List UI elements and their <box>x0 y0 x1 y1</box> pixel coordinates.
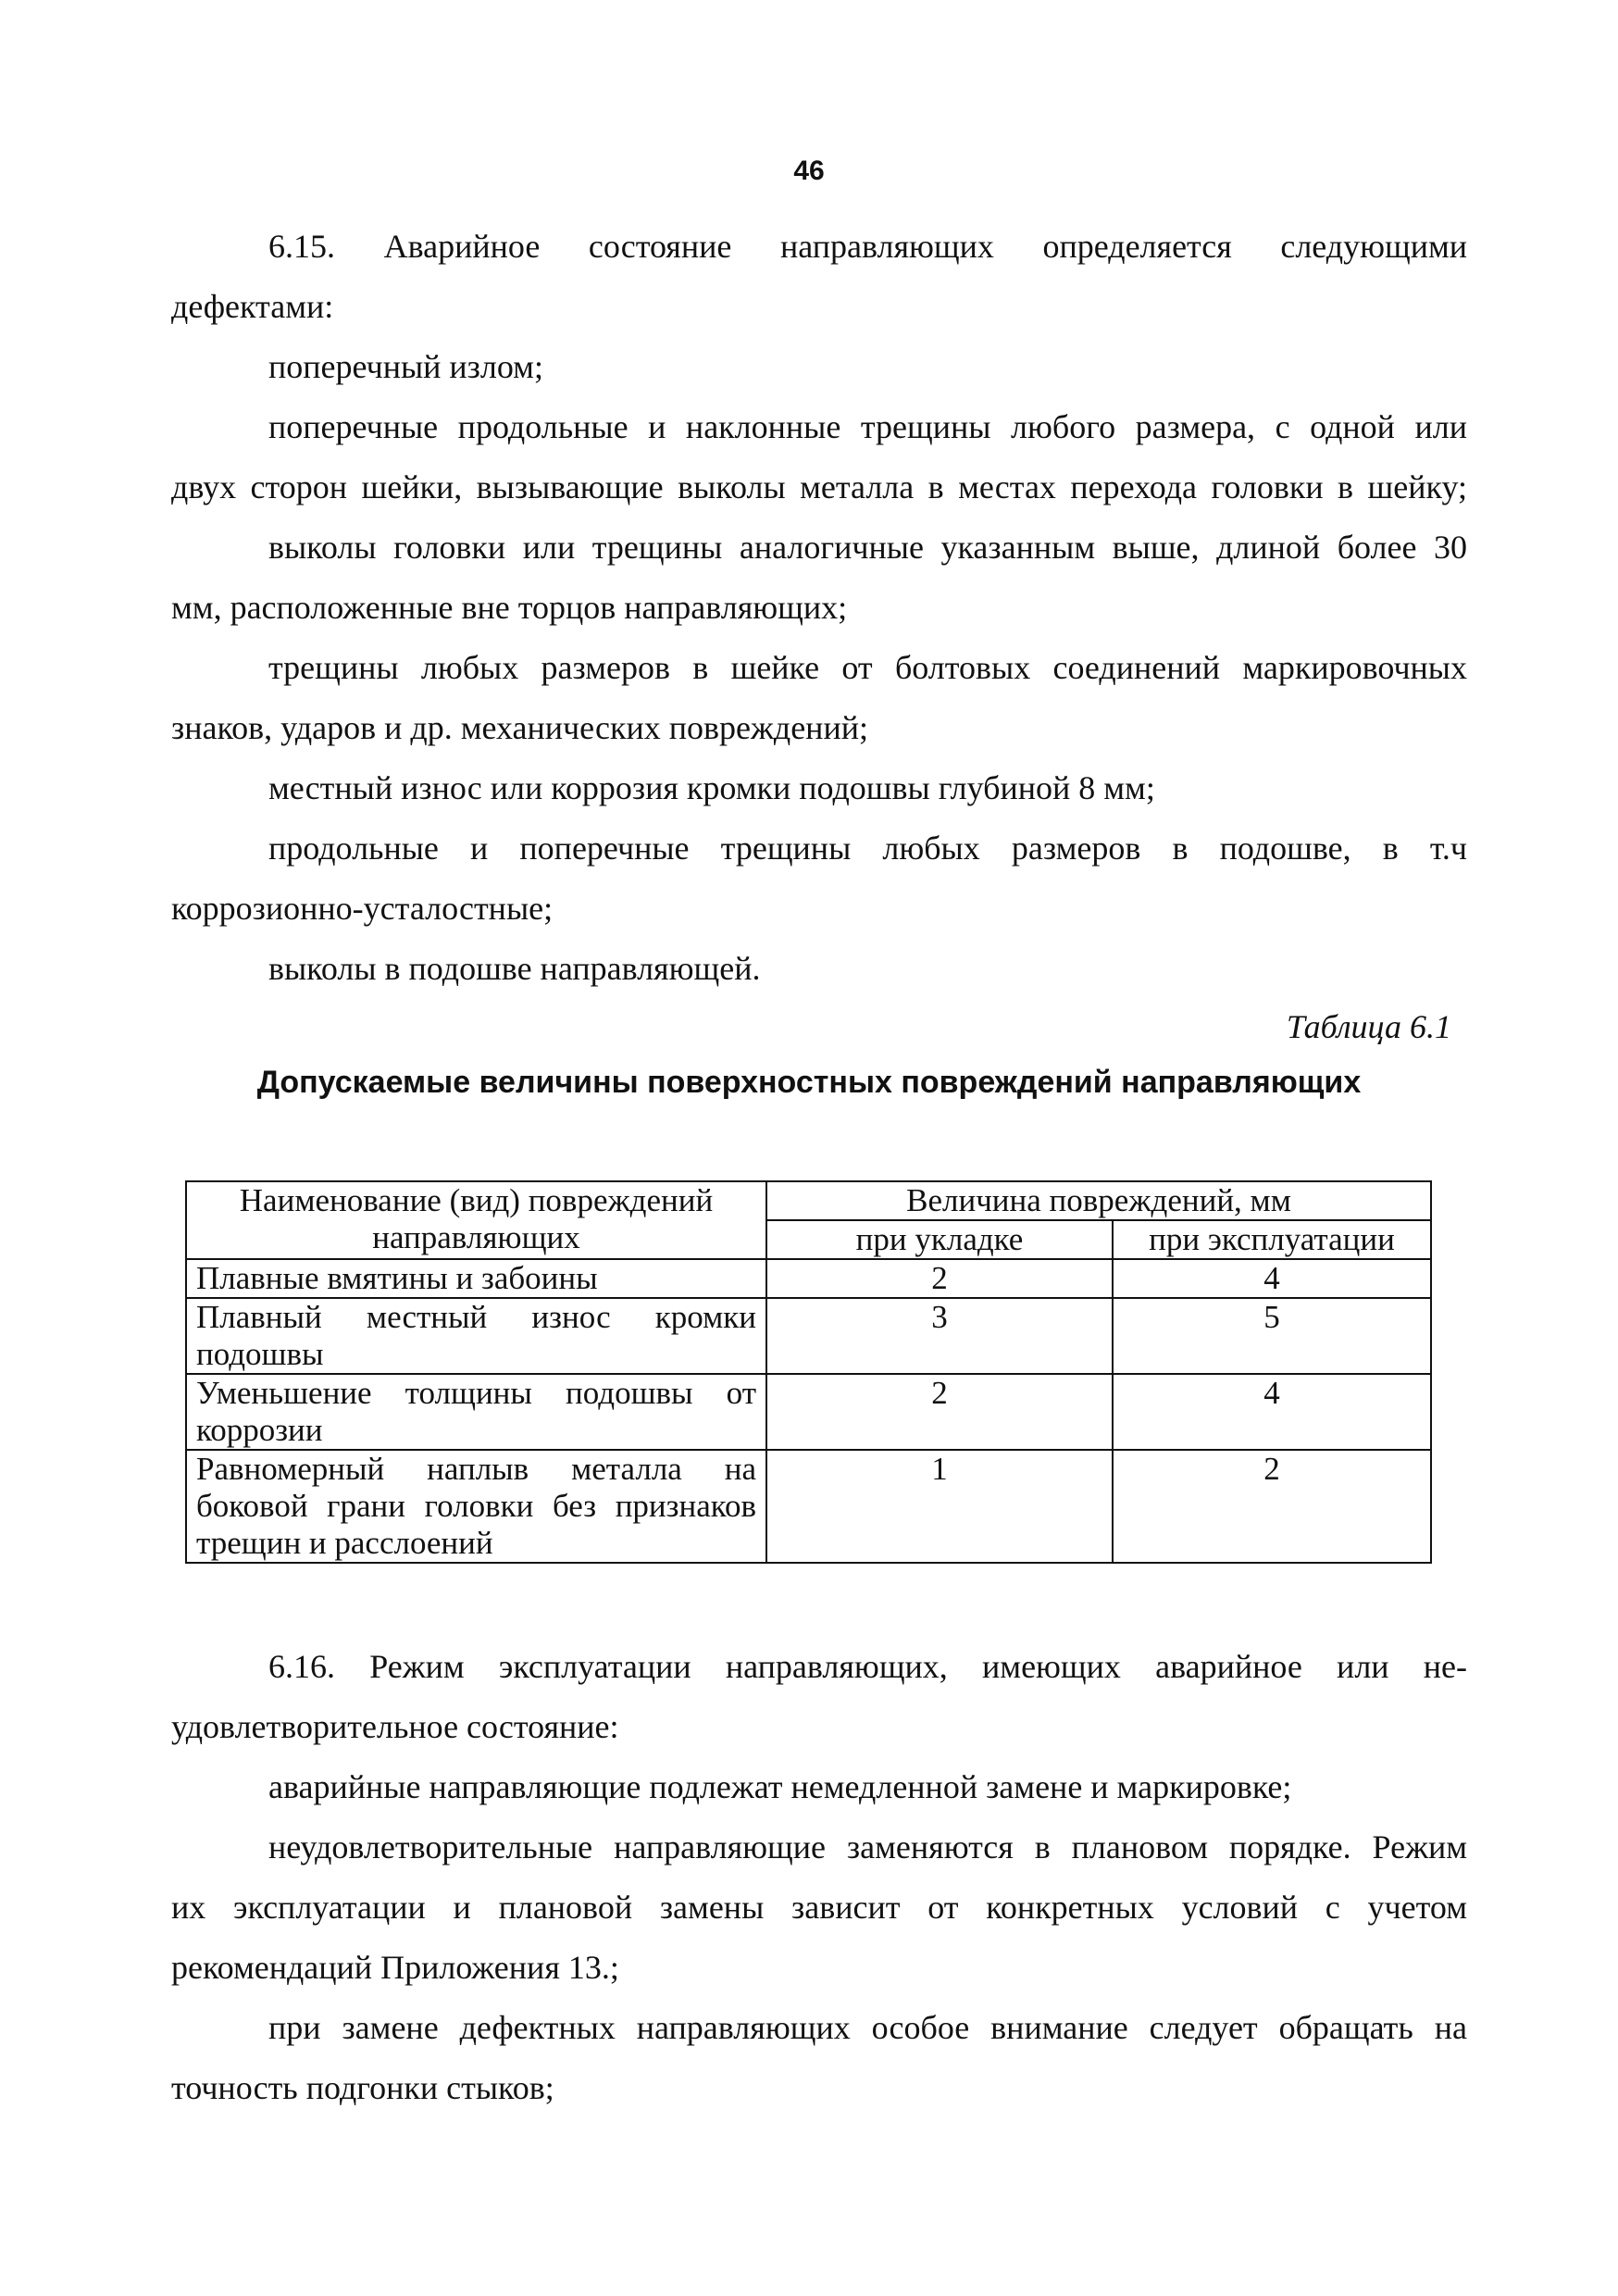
defect-item-cont: коррозионно-усталостные; <box>171 890 554 927</box>
row-name: Равномерный наплыв металла на боковой грани головки без признаков трещин и расслоений <box>186 1450 766 1563</box>
row-laying: 2 <box>766 1259 1113 1298</box>
defect-item: трещины любых размеров в шейке от болтовых соединений маркировочных <box>268 649 1467 686</box>
page-number: 46 <box>793 156 825 186</box>
damage-table <box>185 1180 1432 1564</box>
row-operation: 4 <box>1113 1259 1431 1298</box>
mode-item-cont: точность подгонки стыков; <box>171 2069 554 2106</box>
table-header-row <box>186 1181 1431 1220</box>
mode-item-cont: их эксплуатации и плановой замены зависит от конкретных условий с учетом <box>171 1889 1467 1926</box>
row-operation: 2 <box>1113 1450 1431 1563</box>
section-615-word: направляющих <box>779 228 994 265</box>
table-row <box>186 1259 1431 1298</box>
row-operation: 5 <box>1113 1298 1431 1374</box>
defect-item: поперечные продольные и наклонные трещины любого размера, с одной или <box>268 408 1467 445</box>
defect-item: поперечный излом; <box>268 348 543 385</box>
section-615-word: следующими <box>1280 228 1468 265</box>
section-615-line2: дефектами: <box>171 288 334 325</box>
mode-item: аварийные направляющие подлежат немедленной замене и маркировке; <box>268 1768 1292 1805</box>
defect-item-cont: двух сторон шейки, вызывающие выколы металла в местах перехода головки в шейку; <box>171 468 1467 505</box>
header-damage-name: Наименование (вид) повреждений направляющих <box>186 1181 766 1259</box>
section-616-line1: 6.16. Режим эксплуатации направляющих, имеющих аварийное или не- <box>268 1648 1467 1685</box>
table-row <box>186 1298 1431 1374</box>
defect-item: выколы головки или трещины аналогичные указанным выше, длиной более 30 <box>268 529 1467 566</box>
header-operation: при эксплуатации <box>1113 1220 1431 1259</box>
defect-item-cont: знаков, ударов и др. механических повреждений; <box>171 709 868 746</box>
row-name: Плавный местный износ кромки подошвы <box>186 1298 766 1374</box>
row-laying: 2 <box>766 1374 1113 1450</box>
header-laying: при укладке <box>766 1220 1113 1259</box>
table-row <box>186 1450 1431 1563</box>
row-name: Уменьшение толщины подошвы от коррозии <box>186 1374 766 1450</box>
table-row <box>186 1374 1431 1450</box>
row-name: Плавные вмятины и забоины <box>186 1259 766 1298</box>
defect-item: продольные и поперечные трещины любых размеров в подошве, в т.ч <box>268 830 1467 867</box>
section-616-line2: удовлетворительное состояние: <box>171 1708 619 1745</box>
table-title: Допускаемые величины поверхностных повреждений направляющих <box>256 1065 1362 1100</box>
defect-item: выколы в подошве направляющей. <box>268 950 761 987</box>
mode-item-cont: рекомендаций Приложения 13.; <box>171 1949 619 1986</box>
section-615-word: определяется <box>1042 228 1232 265</box>
row-laying: 3 <box>766 1298 1113 1374</box>
section-615-line1 <box>171 230 1467 263</box>
row-laying: 1 <box>766 1450 1113 1563</box>
defect-item-cont: мм, расположенные вне торцов направляющих; <box>171 589 848 626</box>
table-caption: Таблица 6.1 <box>1286 1008 1451 1045</box>
row-operation: 4 <box>1113 1374 1431 1450</box>
mode-item: неудовлетворительные направляющие заменяются в плановом порядке. Режим <box>268 1828 1467 1866</box>
header-damage-value: Величина повреждений, мм <box>766 1181 1431 1220</box>
section-615-word: 6.15. <box>268 228 335 265</box>
section-615-word: состояние <box>588 228 732 265</box>
section-615-word: Аварийное <box>383 228 541 265</box>
defect-item: местный износ или коррозия кромки подошвы глубиной 8 мм; <box>268 769 1155 806</box>
mode-item: при замене дефектных направляющих особое внимание следует обращать на <box>268 2009 1467 2046</box>
